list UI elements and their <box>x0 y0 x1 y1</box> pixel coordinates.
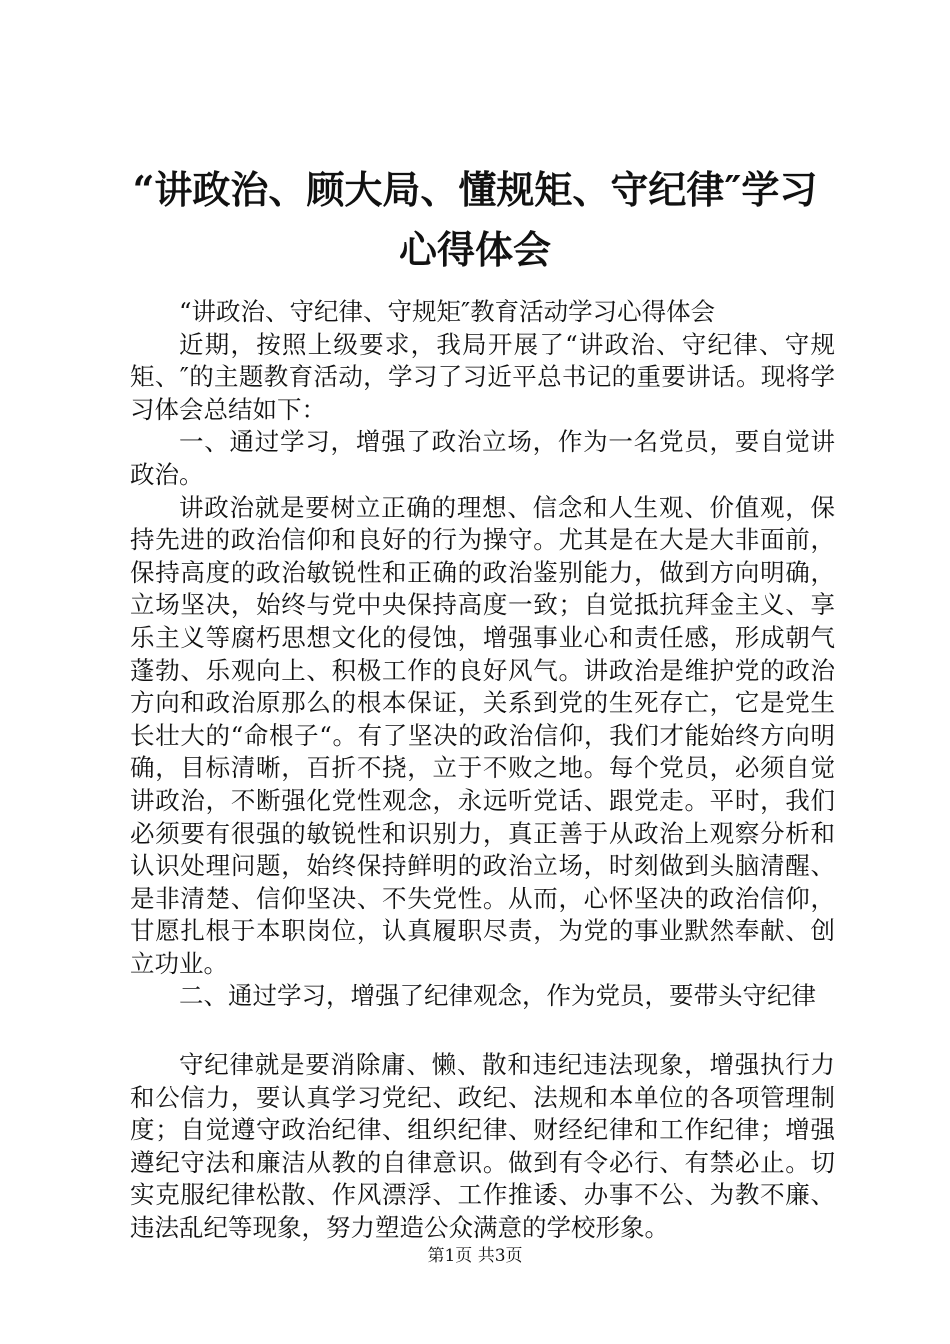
document-title: “讲政治、顾大局、懂规矩、守纪律″学习心得体会 <box>132 167 818 272</box>
page-footer: 第1页 共3页 <box>427 1246 523 1266</box>
section-one-paragraph: 讲政治就是要树立正确的理想、信念和人生观、价值观，保持先进的政治信仰和良好的行为操守。尤其是在大是大非面前，保持高度的政治敏锐性和正确的政治鉴别能力，做到方向明确，立场坚决，始终与党中央保持高度一致；自觉抵抗拜金主义、享乐主义等腐朽思想文化的侵蚀，增强事业心和责任感，形成朝气蓬勃、乐观向上、积极工作的良好风气。讲政治是维护党的政治方向和政治原那么的根本保证，关系到党的生死存亡，它是党生长壮大的“命根子“。有了坚决的政治信仰，我们才能始终方向明确，目标清晰，百折不挠，立于不败之地。每个党员，必须自觉讲政治，不断强化党性观念，永远听党话、跟党走。平时，我们必须要有很强的敏锐性和识别力，真正善于从政治上观察分析和认识处理问题，始终保持鲜明的政治立场，时刻做到头脑清醒、是非清楚、信仰坚决、不失党性。从而，心怀坚决的政治信仰，甘愿扎根于本职岗位，认真履职尽责，为党的事业默然奉献、创立功业。 <box>130 492 835 978</box>
section-two-heading: 二、通过学习，增强了纪律观念，作为党员，要带头守纪律 <box>179 981 816 1011</box>
intro-paragraph: 近期，按照上级要求，我局开展了“讲政治、守纪律、守规矩、″的主题教育活动，学习了习近平总书记的重要讲话。现将学习体会总结如下： <box>130 329 835 424</box>
section-two-paragraph: 守纪律就是要消除庸、懒、散和违纪违法现象，增强执行力和公信力，要认真学习党纪、政纪、法规和本单位的各项管理制度；自觉遵守政治纪律、组织纪律、财经纪律和工作纪律；增强遵纪守法和廉洁从教的自律意识。做到有令必行、有禁必止。切实克服纪律松散、作风漂浮、工作推诿、办事不公、为教不廉、违法乱纪等现象，努力塑造公众满意的学校形象。 <box>130 1050 835 1243</box>
document-body <box>130 296 835 1245</box>
subtitle-paragraph: “讲政治、守纪律、守规矩″教育活动学习心得体会 <box>179 297 716 326</box>
section-one-heading: 一、通过学习，增强了政治立场，作为一名党员，要自觉讲政治。 <box>130 427 835 489</box>
